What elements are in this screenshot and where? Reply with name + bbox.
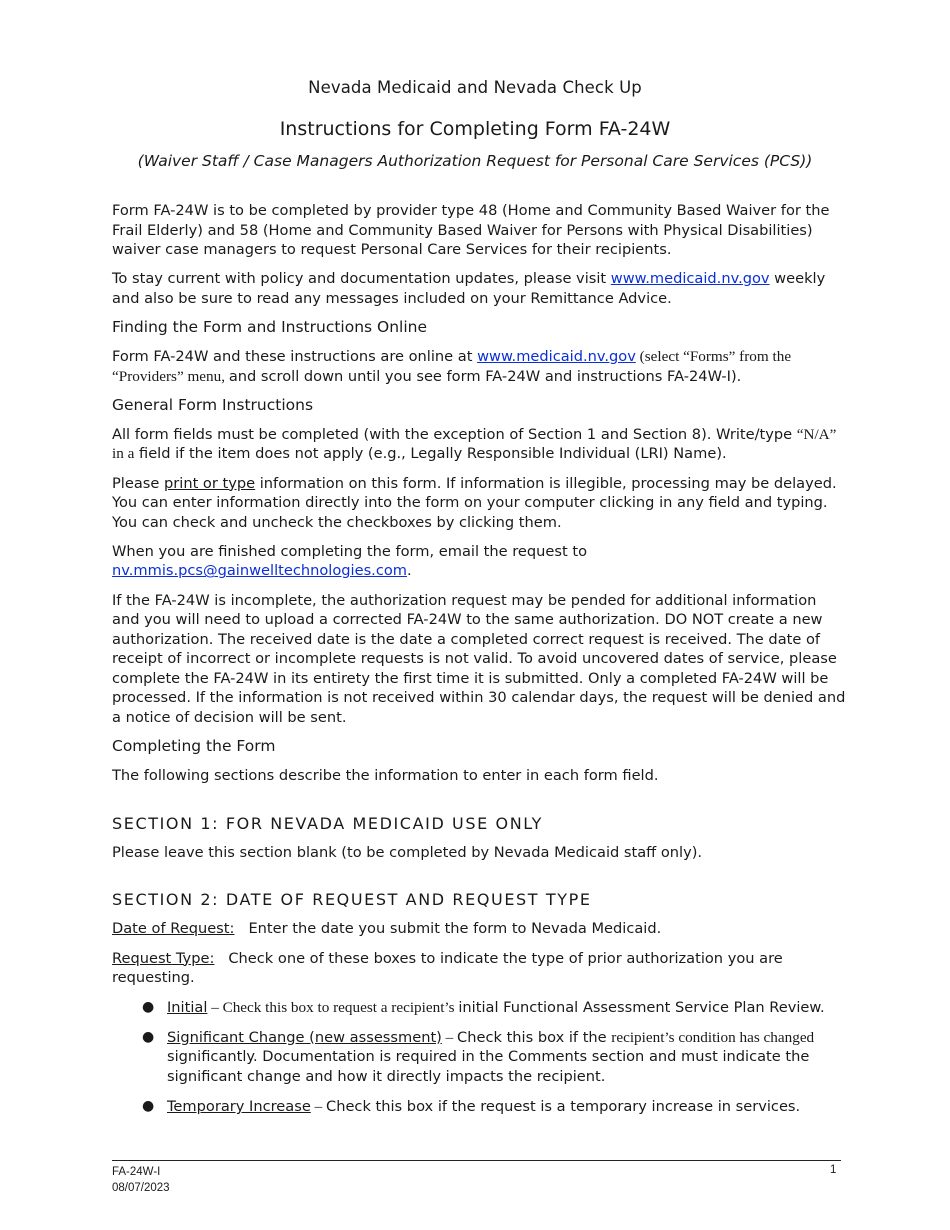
medicaid-website-link-2[interactable]: www.medicaid.nv.gov — [477, 348, 636, 366]
finding-heading: Finding the Form and Instructions Online — [112, 317, 428, 336]
page-subtitle: (Waiver Staff / Case Managers Authorization Request for Personal Care Services (PCS)) — [137, 152, 813, 170]
footer-form-id: FA-24W-I — [112, 1166, 161, 1178]
footer-divider — [112, 1160, 841, 1161]
completing-paragraph: The following sections describe the information to enter in each form field. — [112, 767, 659, 785]
finding-text-end: and scroll down until you see form FA-24W and instructions FA-24W-I). — [228, 367, 742, 385]
agency-heading: Nevada Medicaid and Nevada Check Up — [308, 78, 642, 97]
request-type-text: Check one of these boxes to indicate the type of prior authorization you are requesting. — [112, 949, 783, 987]
bullet-label: Significant Change (new assessment) — [167, 1028, 442, 1046]
bullet-serif-text: – Check this box to request a recipient’s — [207, 998, 459, 1016]
section-2-heading: SECTION 2: DATE OF REQUEST AND REQUEST TYPE — [112, 890, 592, 910]
general-text-2-end: information on this form. If information is illegible, processing may be delayed. You can enter information directly into the form on your computer clicking in any field and typing. You can check and uncheck the checkboxes by clicking them. — [112, 474, 837, 531]
bullet-label: Temporary Increase — [167, 1098, 311, 1116]
general-serif-text: “N/A” in a — [112, 425, 837, 463]
bullet-serif-text: recipient’s condition has changed — [611, 1028, 815, 1046]
bullet-text: initial Functional Assessment Service Plan Review. — [458, 998, 825, 1016]
section-1-paragraph: Please leave this section blank (to be completed by Nevada Medicaid staff only). — [112, 843, 703, 861]
document-body — [112, 201, 848, 1127]
list-item — [112, 1097, 848, 1117]
general-paragraph-3 — [112, 542, 848, 581]
print-or-type-text: print or type — [164, 474, 256, 492]
page-title: Instructions for Completing Form FA-24W — [279, 118, 671, 140]
date-of-request-text: Enter the date you submit the form to Nevada Medicaid. — [248, 920, 662, 938]
bullet-icon: ● — [142, 1028, 155, 1045]
medicaid-website-link[interactable]: www.medicaid.nv.gov — [610, 270, 770, 288]
finding-serif-text: (select “Forms” from the “Providers” menu, — [112, 348, 792, 385]
general-paragraph-2 — [112, 474, 848, 533]
bullet-text: Check this box if the request is a temporary increase in services. — [326, 1098, 801, 1116]
date-of-request-line — [112, 919, 848, 939]
general-text-3: When you are finished completing the form, email the request to — [112, 542, 587, 560]
bullet-label: Initial — [167, 998, 208, 1016]
general-text-3-end: . — [406, 562, 412, 580]
section-1-heading: SECTION 1: FOR NEVADA MEDICAID USE ONLY — [112, 813, 544, 833]
list-item — [112, 998, 848, 1018]
general-paragraph-4: If the FA-24W is incomplete, the authorization request may be pended for additional information and you will need to upload a corrected FA-24W to the same authorization. DO NOT create a new authorization. The received date is the date a completed correct request is received. The date of receipt of incorrect or incomplete requests is not valid. To avoid uncovered dates of service, please complete the FA-24W in its entirety the first time it is submitted. Only a completed FA-24W will be processed. If the information is not received within 30 calendar days, the request will be denied and a notice of decision will be sent. — [112, 591, 846, 727]
general-text-end: field if the item does not apply (e.g., Legally Responsible Individual (LRI) Name). — [134, 445, 727, 463]
general-paragraph-1 — [112, 425, 848, 464]
bullet-icon: ● — [142, 998, 155, 1015]
intro-text-end: weekly and also be sure to read any messages included on your Remittance Advice. — [112, 270, 826, 307]
completing-heading: Completing the Form — [112, 737, 276, 756]
bullet-dash: – — [441, 1028, 458, 1046]
bullet-text: Check this box if the — [457, 1028, 612, 1046]
date-of-request-label: Date of Request: — [112, 920, 235, 938]
request-type-label: Request Type: — [112, 949, 215, 967]
request-type-list — [112, 998, 848, 1117]
list-item — [112, 1028, 848, 1087]
finding-paragraph — [112, 347, 848, 386]
intro-paragraph-2 — [112, 269, 848, 308]
page-number: 1 — [830, 1164, 837, 1176]
email-link[interactable]: nv.mmis.pcs@gainwelltechnologies.com — [112, 562, 407, 580]
general-heading: General Form Instructions — [112, 395, 314, 414]
intro-paragraph-1: Form FA-24W is to be completed by provider type 48 (Home and Community Based Waiver for the Frail Elderly) and 58 (Home and Community Based Waiver for Persons with Physical Disabilities) waiver case managers to request Personal Care Services for their recipients. — [112, 202, 830, 259]
bullet-icon: ● — [142, 1098, 155, 1115]
general-text: All form fields must be completed (with the exception of Section 1 and Section 8). Write/type — [112, 425, 797, 443]
request-type-line — [112, 949, 848, 988]
footer-date: 08/07/2023 — [112, 1182, 170, 1194]
general-text-2: Please — [112, 474, 164, 492]
bullet-text-end: significantly. Documentation is required in the Comments section and must indicate the significant change and how it directly impacts the recipient. — [167, 1048, 810, 1085]
footer-left — [112, 1164, 170, 1196]
finding-text: Form FA-24W and these instructions are online at — [112, 348, 478, 366]
bullet-dash: – — [310, 1098, 326, 1116]
intro-text: To stay current with policy and documentation updates, please visit — [112, 270, 611, 288]
